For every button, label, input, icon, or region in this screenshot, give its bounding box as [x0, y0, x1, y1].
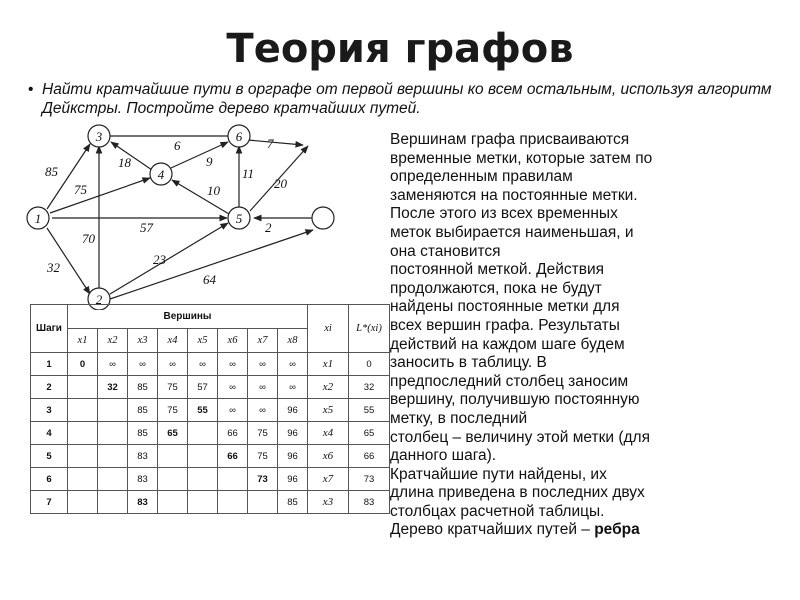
- label-cell: 85: [128, 376, 158, 399]
- label-cell: 55: [188, 399, 218, 422]
- fixed-label-cell: 32: [349, 376, 390, 399]
- explanation-line: вершину, получившую постоянную: [390, 391, 640, 409]
- step-number: 6: [31, 468, 68, 491]
- label-cell: 75: [158, 399, 188, 422]
- weight-label: 10: [207, 183, 220, 198]
- label-cell: 57: [188, 376, 218, 399]
- label-cell: 85: [128, 399, 158, 422]
- step-number: 1: [31, 353, 68, 376]
- explanation-line: столбцах расчетной таблицы.: [390, 502, 605, 520]
- explanation-line: данного шага).: [390, 447, 497, 465]
- label-cell: [188, 491, 218, 514]
- fixed-label-cell: 65: [349, 422, 390, 445]
- label-cell: 96: [278, 399, 308, 422]
- label-cell: [68, 491, 98, 514]
- weight-label: 11: [242, 166, 255, 181]
- vertex-header: x8: [278, 329, 308, 353]
- label-cell: 75: [158, 376, 188, 399]
- explanation-line: метку, в последний: [390, 409, 528, 427]
- label-cell: 0: [68, 353, 98, 376]
- explanation-line: определенным правилам: [390, 168, 573, 186]
- step-number: 4: [31, 422, 68, 445]
- step-number: 7: [31, 491, 68, 514]
- vertex-header: x2: [98, 329, 128, 353]
- label-cell: [158, 491, 188, 514]
- fixed-vertex-cell: x4: [308, 422, 349, 445]
- label-cell: 96: [278, 468, 308, 491]
- node-right-edge-circle: [312, 207, 334, 229]
- explanation-line: продолжаются, пока не будут: [390, 279, 602, 297]
- fixed-vertex-cell: x7: [308, 468, 349, 491]
- label-cell: 73: [248, 468, 278, 491]
- step-number: 2: [31, 376, 68, 399]
- label-cell: 75: [248, 422, 278, 445]
- fixed-vertex-cell: x3: [308, 491, 349, 514]
- weight-label: 7: [267, 136, 274, 151]
- label-cell: 66: [218, 445, 248, 468]
- fixed-vertex-cell: x1: [308, 353, 349, 376]
- label-cell: 85: [128, 422, 158, 445]
- label-cell: 65: [158, 422, 188, 445]
- label-cell: ∞: [218, 376, 248, 399]
- fixed-label-cell: 0: [349, 353, 390, 376]
- label-cell: 96: [278, 422, 308, 445]
- task-text: Найти кратчайшие пути в орграфе от первой вершины ко всем остальным, используя алгоритм Дейкстры. Постройте дерево кратчайших путей.: [42, 81, 772, 117]
- label-cell: [98, 422, 128, 445]
- label-cell: [68, 399, 98, 422]
- label-cell: [218, 468, 248, 491]
- label-cell: ∞: [128, 353, 158, 376]
- weight-label: 9: [206, 154, 213, 169]
- node-5-label: 5: [235, 211, 243, 226]
- label-cell: [248, 491, 278, 514]
- node-6-label: 6: [235, 129, 243, 144]
- table-row: [31, 468, 390, 491]
- fixed-label-cell: 83: [349, 491, 390, 514]
- label-cell: [218, 491, 248, 514]
- fixed-vertex-cell: x2: [308, 376, 349, 399]
- node-4-label: 4: [157, 167, 165, 182]
- explanation-line: предпоследний столбец заносим: [390, 372, 629, 390]
- fixed-label-cell: 73: [349, 468, 390, 491]
- label-cell: [98, 399, 128, 422]
- label-cell: [158, 468, 188, 491]
- xi-header: xi: [308, 305, 349, 353]
- explanation-line: заменяются на постоянные метки.: [390, 186, 638, 204]
- explanation-line: она становится: [390, 242, 501, 260]
- label-cell: ∞: [218, 399, 248, 422]
- label-cell: ∞: [248, 376, 278, 399]
- node-1-label: 1: [34, 211, 42, 226]
- label-cell: ∞: [248, 399, 278, 422]
- label-cell: [98, 491, 128, 514]
- label-cell: 75: [248, 445, 278, 468]
- graph-diagram: [18, 118, 348, 310]
- edge-5-4: [172, 180, 229, 214]
- l-header: L*(xi): [349, 305, 390, 353]
- label-cell: ∞: [188, 353, 218, 376]
- label-cell: 66: [218, 422, 248, 445]
- label-cell: [98, 445, 128, 468]
- label-cell: [68, 376, 98, 399]
- weight-label: 57: [140, 220, 153, 235]
- label-cell: [158, 445, 188, 468]
- vertex-header: x5: [188, 329, 218, 353]
- label-cell: [188, 468, 218, 491]
- explanation-last-line: [390, 521, 790, 540]
- vertex-header: x3: [128, 329, 158, 353]
- label-cell: 96: [278, 445, 308, 468]
- explanation-last-prefix: Дерево кратчайших путей –: [390, 521, 595, 539]
- label-cell: 32: [98, 376, 128, 399]
- explanation-line: Кратчайшие пути найдены, их: [390, 465, 607, 483]
- step-number: 3: [31, 399, 68, 422]
- vertex-header: x6: [218, 329, 248, 353]
- explanation-line: столбец – величину этой метки (для: [390, 428, 650, 446]
- fixed-label-cell: 66: [349, 445, 390, 468]
- explanation-line: временные метки, которые затем по: [390, 149, 653, 167]
- step-number: 5: [31, 445, 68, 468]
- explanation-line: заносить в таблицу. В: [390, 354, 547, 372]
- label-cell: [188, 445, 218, 468]
- weight-label: 20: [274, 176, 287, 191]
- label-cell: [188, 422, 218, 445]
- weight-label: 18: [118, 155, 131, 170]
- task-statement: [28, 80, 772, 118]
- explanation-line: длина приведена в последних двух: [390, 484, 645, 502]
- node-2-label: 2: [95, 292, 103, 307]
- fixed-vertex-cell: x5: [308, 399, 349, 422]
- label-cell: ∞: [278, 376, 308, 399]
- weight-label: 64: [203, 272, 216, 287]
- label-cell: 83: [128, 445, 158, 468]
- explanation-line: После этого из всех временных: [390, 205, 618, 223]
- explanation-last-bold: ребра: [594, 521, 640, 539]
- edge-2-right: [110, 230, 313, 299]
- table-row: [31, 445, 390, 468]
- explanation-line: найдены постоянные метки для: [390, 298, 620, 316]
- bullet-icon: •: [28, 81, 34, 98]
- label-cell: ∞: [218, 353, 248, 376]
- label-cell: [98, 468, 128, 491]
- weight-label: 6: [174, 138, 181, 153]
- weight-label: 32: [47, 260, 60, 275]
- table-row: [31, 422, 390, 445]
- fixed-label-cell: 55: [349, 399, 390, 422]
- vertex-header: x4: [158, 329, 188, 353]
- weight-label: 70: [82, 231, 95, 246]
- vertices-header: Вершины: [68, 305, 308, 329]
- weight-label: 85: [45, 164, 58, 179]
- weight-label: 23: [153, 252, 166, 267]
- steps-header: Шаги: [31, 305, 68, 353]
- edge-6-right: [248, 140, 303, 145]
- label-cell: 83: [128, 468, 158, 491]
- label-cell: ∞: [248, 353, 278, 376]
- label-cell: ∞: [98, 353, 128, 376]
- node-3-label: 3: [95, 129, 103, 144]
- explanation-line: постоянной меткой. Действия: [390, 261, 605, 279]
- label-cell: [68, 422, 98, 445]
- label-cell: ∞: [158, 353, 188, 376]
- fixed-vertex-cell: x6: [308, 445, 349, 468]
- dijkstra-steps-table: [30, 304, 390, 514]
- label-cell: ∞: [278, 353, 308, 376]
- table-row: [31, 491, 390, 514]
- table-row: [31, 353, 390, 376]
- weight-label: 75: [74, 182, 87, 197]
- explanation-line: меток выбирается наименьшая, и: [390, 223, 634, 241]
- explanation-line: действий на каждом шаге будем: [390, 335, 625, 353]
- slide-title: Теория графов: [226, 26, 574, 72]
- table-row: [31, 399, 390, 422]
- label-cell: 83: [128, 491, 158, 514]
- explanation-line: всех вершин графа. Результаты: [390, 316, 620, 334]
- label-cell: [68, 445, 98, 468]
- vertex-header: x1: [68, 329, 98, 353]
- explanation-text: [390, 131, 790, 540]
- table-row: [31, 376, 390, 399]
- vertex-header: x7: [248, 329, 278, 353]
- label-cell: 85: [278, 491, 308, 514]
- weight-label: 2: [265, 220, 272, 235]
- label-cell: [68, 468, 98, 491]
- explanation-line: Вершинам графа присваиваются: [390, 131, 630, 148]
- edge-1-4: [50, 178, 150, 213]
